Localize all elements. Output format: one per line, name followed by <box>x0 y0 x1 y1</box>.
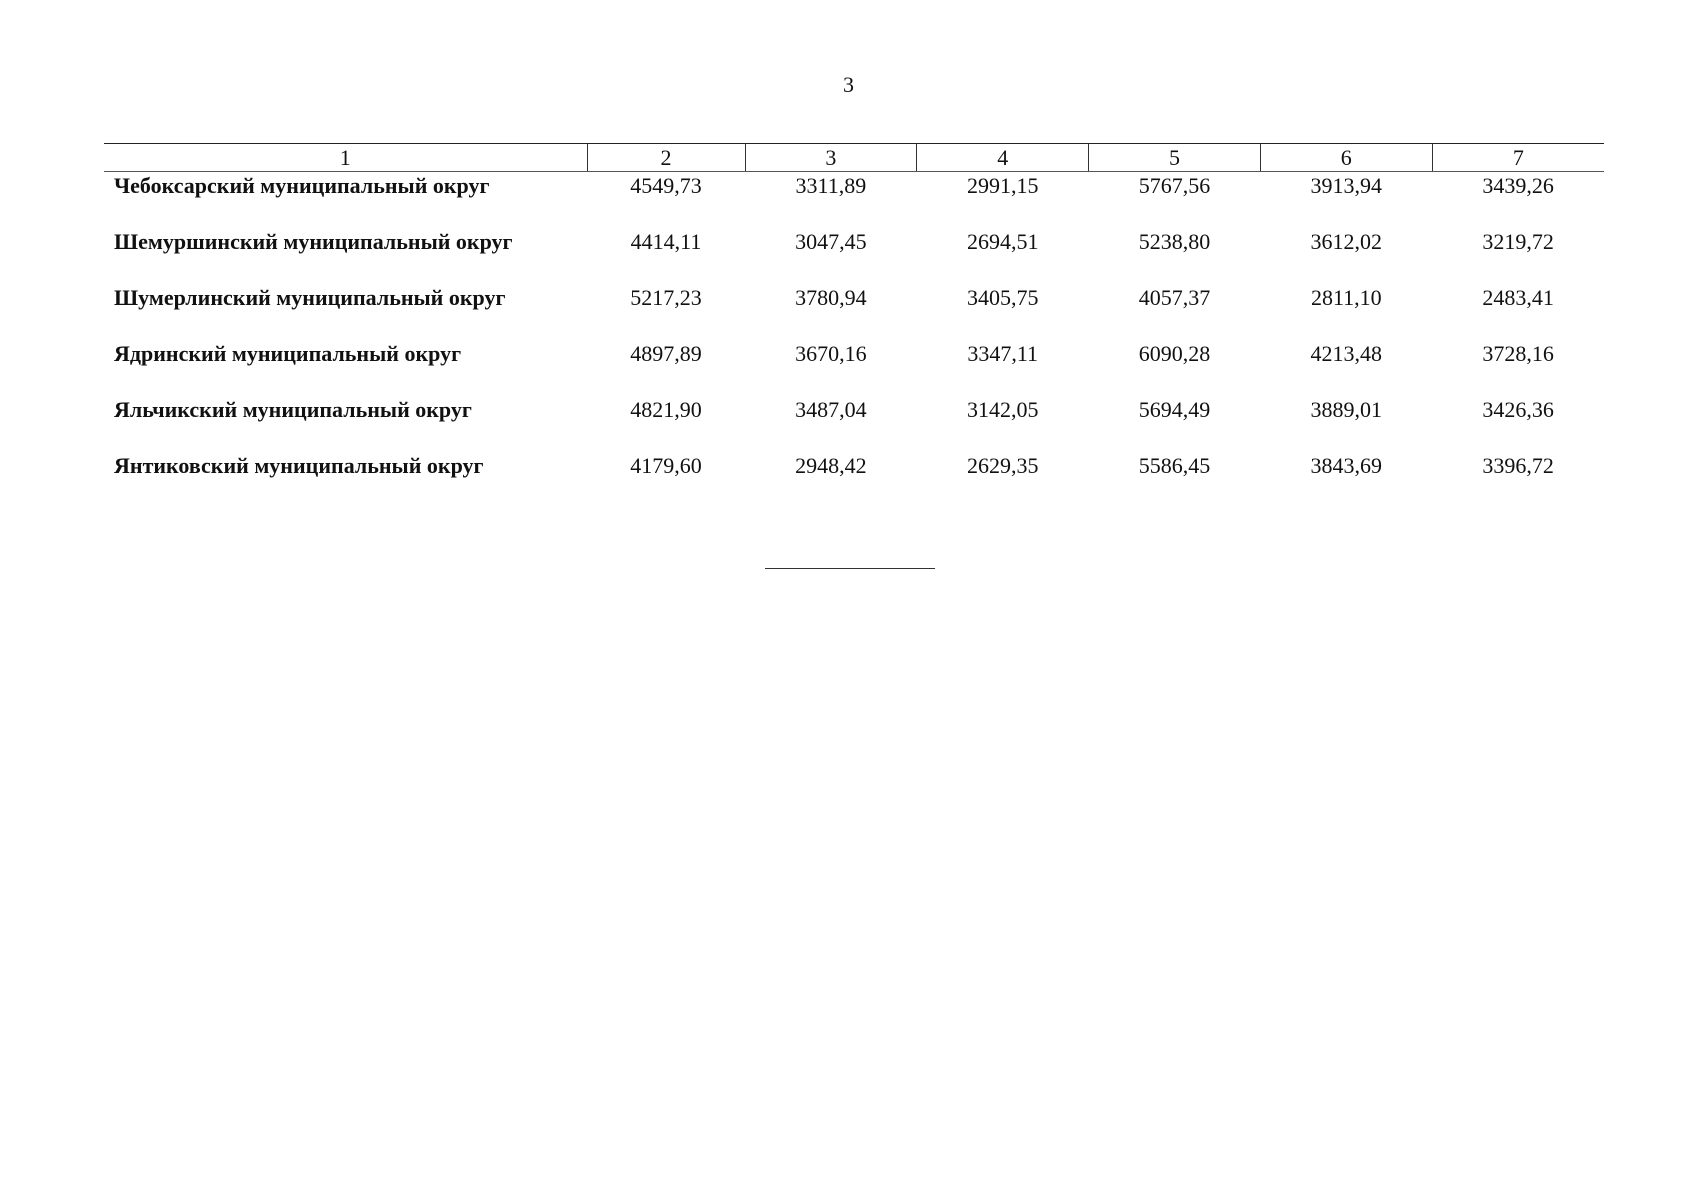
table-cell: 2483,41 <box>1482 285 1554 310</box>
table-cell: 5217,23 <box>630 285 702 310</box>
table-cell: 5238,80 <box>1138 229 1211 254</box>
table-cell: 3047,45 <box>795 229 867 254</box>
table-cell: 3889,01 <box>1310 397 1383 422</box>
table-cell: 4414,11 <box>630 229 702 254</box>
table-cell: 3396,72 <box>1482 453 1554 478</box>
column-header: 1 <box>104 144 587 172</box>
district-name: Яльчикский муниципальный округ <box>114 397 472 422</box>
table-cell: 3311,89 <box>795 173 867 198</box>
column-header: 3 <box>745 144 917 172</box>
table-cell: 4549,73 <box>630 173 702 198</box>
table-cell: 3219,72 <box>1482 229 1554 254</box>
table-cell: 5767,56 <box>1138 173 1211 198</box>
table-row <box>104 172 1604 229</box>
table-cell: 5694,49 <box>1138 397 1211 422</box>
table-header-row <box>104 144 1604 172</box>
table-cell: 3913,94 <box>1310 173 1383 198</box>
table-cell: 3728,16 <box>1482 341 1554 366</box>
table-row <box>104 228 1604 284</box>
table-cell: 3439,26 <box>1482 173 1554 198</box>
table-row <box>104 452 1604 508</box>
district-name: Янтиковский муниципальный округ <box>114 453 484 478</box>
column-header: 5 <box>1089 144 1261 172</box>
data-table <box>104 143 1604 508</box>
district-name: Шумерлинский муниципальный округ <box>114 285 506 310</box>
district-name: Шемуршинский муниципальный округ <box>114 229 513 254</box>
district-name: Ядринский муниципальный округ <box>114 341 462 366</box>
column-header: 7 <box>1432 144 1604 172</box>
end-separator-line <box>765 568 935 569</box>
table-cell: 3670,16 <box>795 341 867 366</box>
table-row <box>104 396 1604 452</box>
table-cell: 3487,04 <box>795 397 867 422</box>
table-cell: 5586,45 <box>1138 453 1211 478</box>
table-cell: 2694,51 <box>966 229 1039 254</box>
table-cell: 3780,94 <box>795 285 867 310</box>
table-row <box>104 340 1604 396</box>
table-cell: 3843,69 <box>1310 453 1383 478</box>
table-cell: 2991,15 <box>966 173 1039 198</box>
table-row <box>104 284 1604 340</box>
table-cell: 2811,10 <box>1310 285 1382 310</box>
table-cell: 3405,75 <box>966 285 1039 310</box>
column-header: 6 <box>1260 144 1432 172</box>
table-cell: 2948,42 <box>795 453 867 478</box>
column-header: 2 <box>587 144 745 172</box>
table-cell: 3612,02 <box>1310 229 1383 254</box>
table-cell: 4821,90 <box>630 397 702 422</box>
table-cell: 4057,37 <box>1138 285 1211 310</box>
table-cell: 3426,36 <box>1482 397 1554 422</box>
table-cell: 2629,35 <box>966 453 1039 478</box>
table-cell: 3347,11 <box>967 341 1039 366</box>
table-cell: 3142,05 <box>966 397 1039 422</box>
table-cell: 6090,28 <box>1138 341 1211 366</box>
table-cell: 4897,89 <box>630 341 702 366</box>
table-cell: 4213,48 <box>1310 341 1383 366</box>
table-cell: 4179,60 <box>630 453 702 478</box>
page-number: 3 <box>843 72 854 97</box>
district-name: Чебоксарский муниципальный округ <box>114 173 490 198</box>
column-header: 4 <box>917 144 1089 172</box>
